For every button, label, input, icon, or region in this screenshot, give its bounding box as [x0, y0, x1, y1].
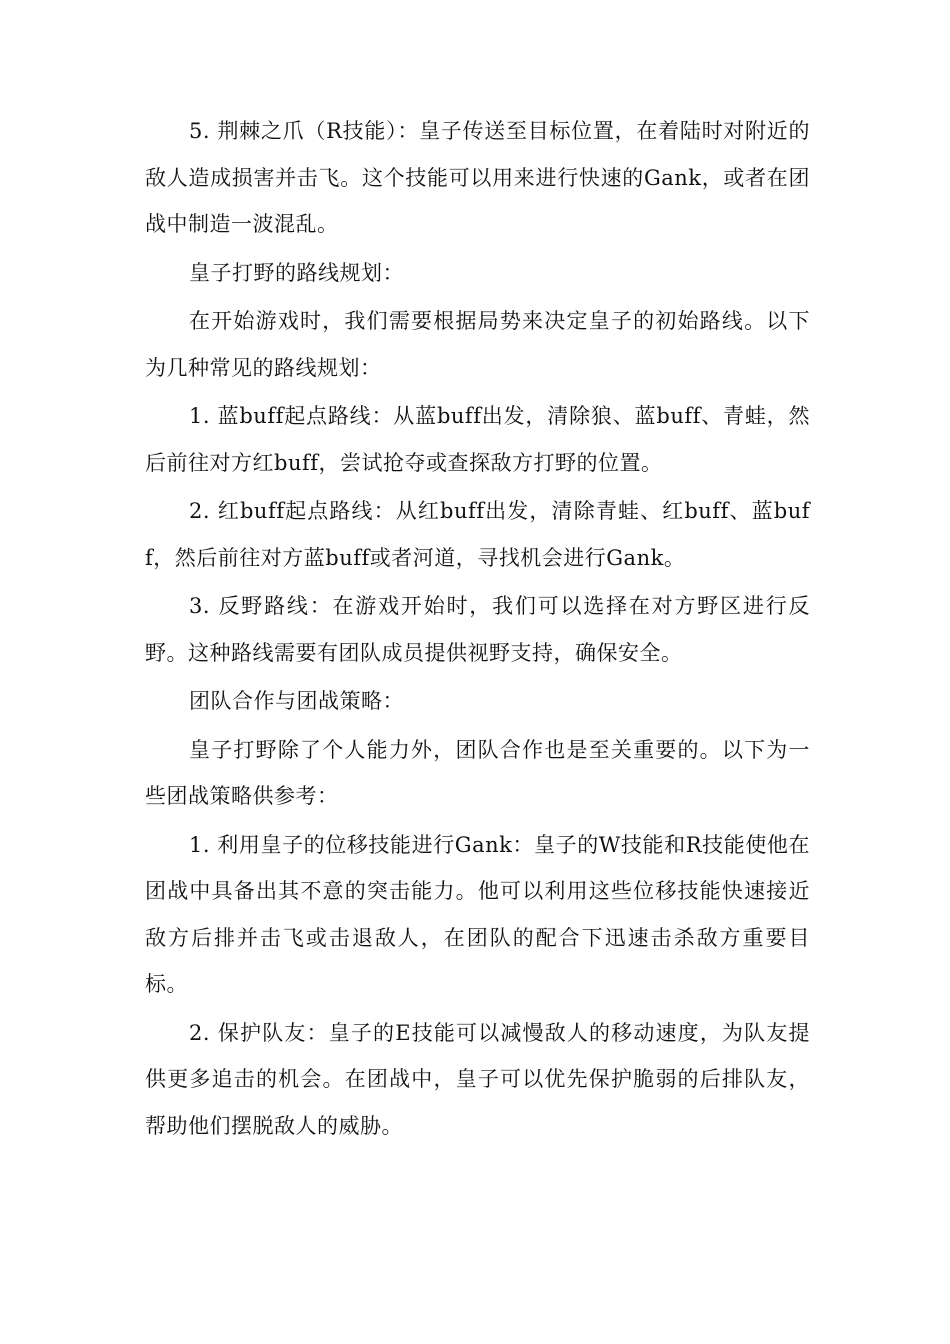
paragraph-red-buff-route: 2. 红buff起点路线：从红buff出发，清除青蛙、红buff、蓝buff，然后前往对方蓝buff或者河道，寻找机会进行Gank。	[145, 499, 810, 570]
paragraph-r-skill: 5. 荆棘之爪（R技能）：皇子传送至目标位置，在着陆时对附近的敌人造成损害并击飞。这个技能可以用来进行快速的Gank，或者在团战中制造一波混乱。	[145, 119, 810, 236]
paragraph-blue-buff-route: 1. 蓝buff起点路线：从蓝buff出发，清除狼、蓝buff、青蛙，然后前往对方红buff，尝试抢夺或查探敌方打野的位置。	[145, 404, 810, 475]
heading-teamfight-strategy: 团队合作与团战策略：	[189, 689, 404, 713]
paragraph-gank-mobility: 1. 利用皇子的位移技能进行Gank：皇子的W技能和R技能使他在团战中具备出其不意的突击能力。他可以利用这些位移技能快速接近敌方后排并击飞或击退敌人，在团队的配合下迅速击杀敌方重要目标。	[145, 832, 810, 996]
paragraph-route-intro: 在开始游戏时，我们需要根据局势来决定皇子的初始路线。以下为几种常见的路线规划：	[145, 309, 810, 380]
heading-route-planning: 皇子打野的路线规划：	[189, 260, 404, 285]
paragraph-protect-allies: 2. 保护队友：皇子的E技能可以减慢敌人的移动速度，为队友提供更多追击的机会。在团战中，皇子可以优先保护脆弱的后排队友，帮助他们摆脱敌人的威胁。	[145, 1020, 810, 1138]
paragraph-invade-route: 3. 反野路线：在游戏开始时，我们可以选择在对方野区进行反野。这种路线需要有团队成员提供视野支持，确保安全。	[145, 594, 810, 665]
paragraph-teamfight-intro: 皇子打野除了个人能力外，团队合作也是至关重要的。以下为一些团战策略供参考：	[145, 737, 810, 808]
document-body	[145, 108, 810, 1151]
